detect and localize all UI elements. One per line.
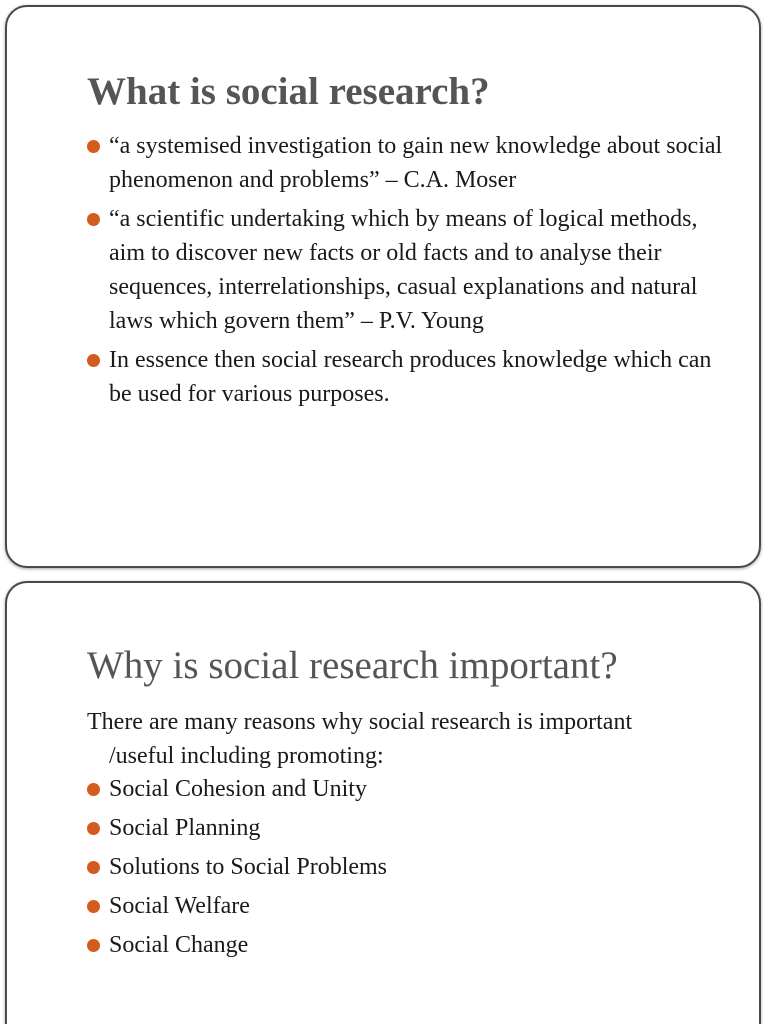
list-item (87, 202, 729, 338)
bullet-dot-icon (87, 900, 100, 913)
slide-what-is-social-research (5, 5, 761, 568)
bullet-dot-icon (87, 939, 100, 952)
bullet-dot-icon (87, 140, 100, 153)
list-item (87, 889, 729, 923)
bullet-list (87, 772, 729, 967)
slide-title: What is social research? (87, 70, 490, 113)
list-item (87, 343, 729, 411)
bullet-dot-icon (87, 213, 100, 226)
bullet-text: “a scientific undertaking which by means of logical methods, aim to discover new facts or old facts and to analyse their sequences, interrelationships, casual explanations and natural laws which govern them” – P.V. Young (109, 206, 698, 334)
intro-text: There are many reasons why social research is important /useful including promoting: (87, 709, 633, 769)
bullet-text: “a systemised investigation to gain new knowledge about social phenomenon and problems” – C.A. Moser (109, 133, 723, 193)
list-item (87, 129, 729, 197)
list-item (87, 772, 729, 806)
bullet-text: In essence then social research produces knowledge which can be used for various purposes. (109, 347, 712, 407)
bullet-text: Social Welfare (109, 893, 250, 919)
list-item (87, 811, 729, 845)
slide-title: Why is social research important? (87, 644, 618, 687)
bullet-text: Solutions to Social Problems (109, 854, 388, 880)
slide-why-is-social-research-important (5, 581, 761, 1024)
bullet-dot-icon (87, 783, 100, 796)
bullet-list (87, 129, 729, 416)
list-item (87, 850, 729, 884)
bullet-text: Social Planning (109, 815, 261, 841)
bullet-text: Social Cohesion and Unity (109, 776, 367, 802)
bullet-text: Social Change (109, 932, 249, 958)
bullet-dot-icon (87, 861, 100, 874)
bullet-dot-icon (87, 822, 100, 835)
list-item (87, 928, 729, 962)
bullet-dot-icon (87, 354, 100, 367)
